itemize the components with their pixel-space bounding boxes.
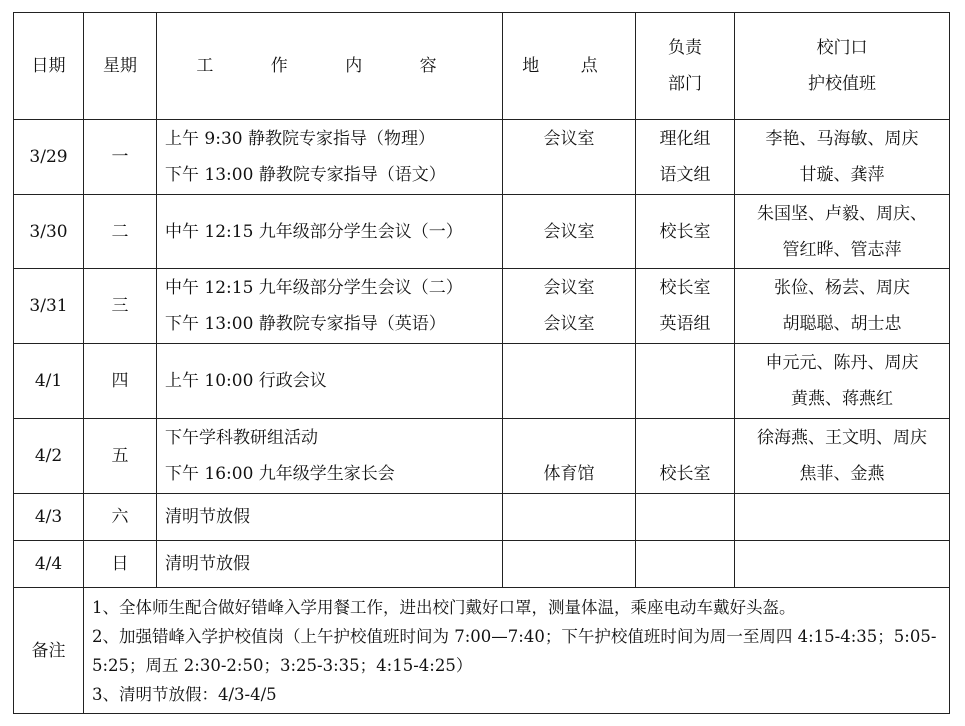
cell-duty	[735, 269, 950, 344]
dept-line: 语文组	[659, 165, 711, 185]
header-date: 日期	[14, 13, 84, 120]
duty-line: 甘璇、龚萍	[799, 165, 885, 185]
note-line: 3、清明节放假：4/3-4/5	[92, 684, 277, 704]
cell-weekday: 四	[84, 344, 157, 419]
cell-location	[503, 120, 636, 195]
table-row	[14, 494, 950, 541]
header-content: 工 作 内 容	[157, 13, 503, 120]
cell-location	[503, 269, 636, 344]
header-duty-line: 护校值班	[808, 74, 876, 94]
cell-content	[157, 120, 503, 195]
content-line: 清明节放假	[165, 507, 250, 527]
notes-row	[14, 588, 950, 714]
table-row	[14, 344, 950, 419]
cell-dept	[636, 195, 735, 269]
cell-duty	[735, 344, 950, 419]
content-line: 下午 16:00 九年级学生家长会	[165, 464, 395, 484]
header-row	[14, 13, 950, 120]
content-line: 中午 12:15 九年级部分学生会议（一）	[165, 221, 463, 242]
cell-date: 4/2	[14, 419, 84, 494]
cell-duty	[735, 541, 950, 588]
cell-date: 3/30	[14, 195, 84, 269]
location-line	[503, 420, 635, 456]
cell-dept	[636, 120, 735, 195]
table-row	[14, 541, 950, 588]
cell-date: 3/31	[14, 269, 84, 344]
cell-date: 4/1	[14, 344, 84, 419]
table-row	[14, 120, 950, 195]
schedule-table	[13, 12, 950, 714]
content-line: 下午学科教研组活动	[165, 428, 318, 448]
cell-dept	[636, 419, 735, 494]
header-location: 地 点	[503, 13, 636, 120]
cell-weekday: 六	[84, 494, 157, 541]
content-line: 上午 9:30 静教院专家指导（物理）	[165, 129, 435, 149]
cell-weekday: 一	[84, 120, 157, 195]
dept-line: 校长室	[659, 221, 711, 242]
location-line: 会议室	[543, 221, 595, 242]
cell-weekday: 五	[84, 419, 157, 494]
duty-line: 张俭、杨芸、周庆	[774, 278, 910, 298]
cell-location	[503, 195, 636, 269]
dept-line: 校长室	[659, 278, 711, 298]
content-line: 清明节放假	[165, 554, 250, 574]
dept-line: 英语组	[659, 314, 711, 334]
content-line: 中午 12:15 九年级部分学生会议（二）	[165, 278, 463, 298]
duty-line: 朱国坚、卢毅、周庆、	[757, 203, 927, 224]
header-dept	[636, 13, 735, 120]
cell-weekday: 二	[84, 195, 157, 269]
location-line: 会议室	[543, 314, 595, 334]
table-row	[14, 419, 950, 494]
table-row	[14, 269, 950, 344]
header-dept-line: 负责	[668, 38, 702, 58]
duty-line: 申元元、陈丹、周庆	[765, 353, 919, 373]
cell-duty	[735, 195, 950, 269]
dept-line: 理化组	[659, 129, 711, 149]
duty-line: 胡聪聪、胡士忠	[782, 314, 902, 334]
duty-line: 徐海燕、王文明、周庆	[757, 428, 927, 448]
duty-line: 焦菲、金燕	[799, 464, 885, 484]
dept-line: 校长室	[659, 464, 711, 484]
cell-content	[157, 494, 503, 541]
duty-line: 黄燕、蒋燕红	[791, 389, 893, 409]
cell-duty	[735, 494, 950, 541]
cell-content	[157, 344, 503, 419]
notes-content	[84, 588, 950, 714]
duty-line: 管红晔、管志萍	[782, 239, 902, 260]
cell-content	[157, 541, 503, 588]
cell-date: 4/4	[14, 541, 84, 588]
location-line: 会议室	[543, 129, 595, 149]
location-line: 体育馆	[543, 464, 595, 484]
cell-date: 4/3	[14, 494, 84, 541]
cell-dept	[636, 269, 735, 344]
content-line: 下午 13:00 静教院专家指导（英语）	[165, 314, 446, 334]
cell-content	[157, 269, 503, 344]
cell-content	[157, 195, 503, 269]
header-duty	[735, 13, 950, 120]
cell-dept	[636, 494, 735, 541]
cell-location	[503, 419, 636, 494]
cell-weekday: 日	[84, 541, 157, 588]
notes-label: 备注	[14, 588, 84, 714]
duty-line: 李艳、马海敏、周庆	[765, 129, 919, 149]
header-duty-line: 校门口	[816, 38, 868, 58]
note-line: 1、全体师生配合做好错峰入学用餐工作，进出校门戴好口罩，测量体温，乘座电动车戴好头盔。	[92, 597, 796, 617]
cell-location	[503, 344, 636, 419]
cell-dept	[636, 344, 735, 419]
cell-content	[157, 419, 503, 494]
cell-weekday: 三	[84, 269, 157, 344]
location-line: 会议室	[543, 278, 595, 298]
header-dept-line: 部门	[668, 74, 702, 94]
cell-duty	[735, 120, 950, 195]
cell-dept	[636, 541, 735, 588]
cell-location	[503, 494, 636, 541]
cell-duty	[735, 419, 950, 494]
note-line: 2、加强错峰入学护校值岗（上午护校值班时间为 7:00—7:40；下午护校值班时间为周一至周四 4:15-4:35；5:05-5:25；周五 2:30-2:50；3:25-3:35；4:15-4:25）	[92, 626, 937, 675]
table-row	[14, 195, 950, 269]
cell-date: 3/29	[14, 120, 84, 195]
header-weekday: 星期	[84, 13, 157, 120]
content-line: 下午 13:00 静教院专家指导（语文）	[165, 165, 446, 185]
content-line: 上午 10:00 行政会议	[165, 371, 327, 391]
location-line	[503, 157, 635, 193]
cell-location	[503, 541, 636, 588]
dept-line	[636, 420, 734, 456]
